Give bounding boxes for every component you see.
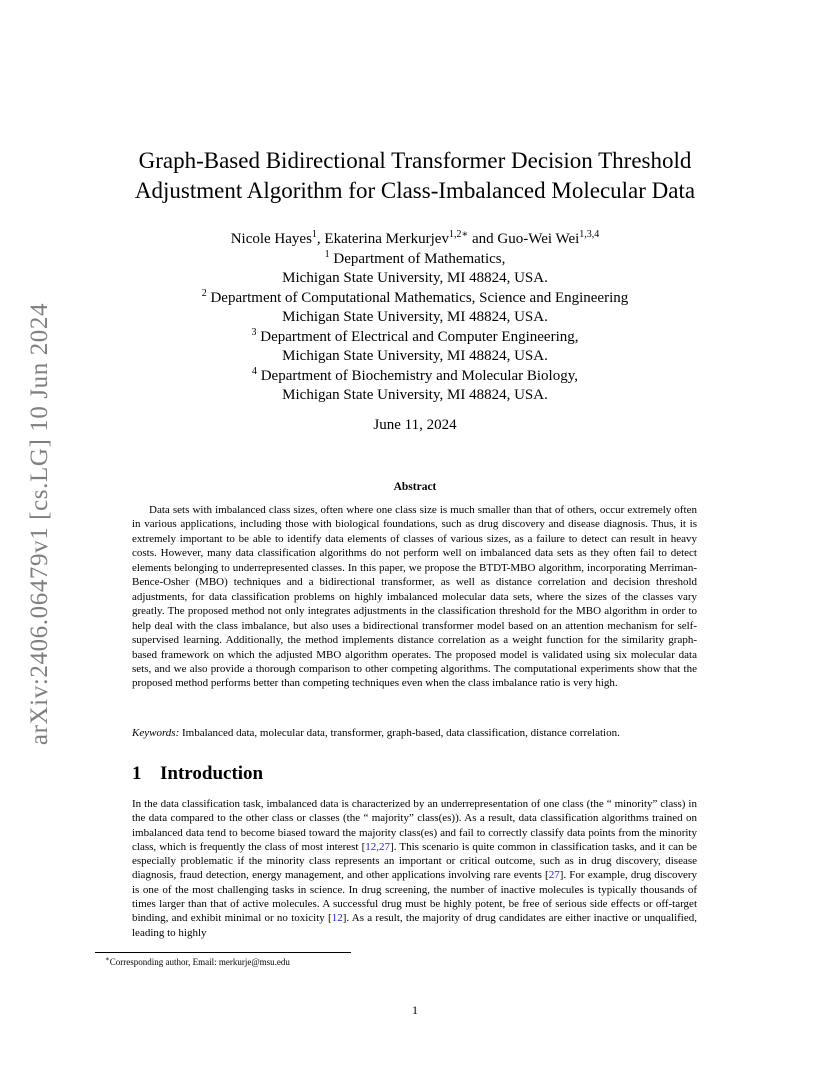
citation-link[interactable]: 12,27 <box>365 840 391 853</box>
author-separator: and <box>468 231 498 247</box>
page-number: 1 <box>412 1003 418 1017</box>
footnote-mark: ∗ <box>105 955 110 963</box>
intro-paragraph <box>132 797 697 940</box>
affiliation-place: Michigan State University, MI 48824, USA. <box>282 348 548 364</box>
author-name: Nicole Hayes <box>230 231 312 247</box>
intro-text: ]. For example, drug discovery is one of the most challenging tasks in science. In drug screening, the number of inactive molecules is typically thousands of times larger than that of active molecules. A successful drug must be highly potent, be free of serious side effects or off-target binding, and exhibit minimal or no toxicity [ <box>132 869 697 925</box>
footnote-text: Corresponding author, Email: merkurje@msu.edu <box>109 957 290 967</box>
author-affiliation-mark: 1,3,4 <box>579 229 600 240</box>
arxiv-identifier-text: arXiv:2406.06479v1 [cs.LG] 10 Jun 2024 <box>26 302 54 746</box>
affiliation-place: Michigan State University, MI 48824, USA. <box>282 309 548 325</box>
affiliation-mark: 1 <box>324 248 330 260</box>
affiliation-department-text: Department of Mathematics, <box>333 250 506 267</box>
intro-text: ]. As a result, the majority of drug candidates are either inactive or unqualified, leading to highly <box>132 912 697 939</box>
abstract-text: Data sets with imbalanced class sizes, often where one class size is much smaller than that of others, occur extremely often in various applications, including those with biological foundations, such as drug discovery and disease diagnosis. Thus, it is extremely important to be able to identify data elements of classes of various sizes, as a failure to detect can result in heavy costs. However, many data classification algorithms do not perform well on imbalanced data sets as they often fail to detect elements belonging to underrepresented classes. In this paper, we propose the BTDT-MBO algorithm, incorporating Merriman-Bence-Osher (MBO) techniques and a bidirectional transformer, as well as distance correlation and decision threshold adjustments, for data classification problems on highly imbalanced molecular data sets, where the sizes of the classes vary greatly. The proposed method not only integrates adjustments in the classification threshold for the MBO algorithm in order to help deal with the class imbalance, but also uses a bidirectional transformer model based on an attention mechanism for self-supervised learning. Additionally, the method implements distance correlation as a weight function for the similarity graph-based framework on which the adjusted MBO algorithm operates. The proposed model is validated using six molecular data sets, and we also provide a thorough comparison to other competing algorithms. The computational experiments show that the proposed method performs better than competing techniques even when the class imbalance ratio is very high. <box>132 504 697 690</box>
affiliation-mark: 4 <box>251 365 257 377</box>
affiliation-mark: 3 <box>251 326 257 338</box>
footnote <box>105 956 290 968</box>
author-name: Ekaterina Merkurjev <box>324 231 449 247</box>
title-line: Graph-Based Bidirectional Transformer Decision Threshold <box>138 148 692 173</box>
author-separator: , <box>316 231 325 247</box>
affiliation-department-text: Department of Computational Mathematics, Science and Engineering <box>210 289 629 306</box>
arxiv-identifier <box>20 288 60 760</box>
title-line: Adjustment Algorithm for Class-Imbalanced Molecular Data <box>134 178 696 203</box>
publication-date: June 11, 2024 <box>373 417 457 433</box>
affiliation-department <box>95 250 735 270</box>
affiliation-department <box>95 367 735 387</box>
paper-title <box>95 146 735 206</box>
keywords <box>132 726 712 740</box>
affiliation-department <box>95 289 735 309</box>
section-title: Introduction <box>160 763 264 784</box>
affiliation-place: Michigan State University, MI 48824, USA. <box>282 270 548 286</box>
affiliation-department-text: Department of Biochemistry and Molecular Biology, <box>260 367 579 384</box>
author-block <box>95 230 735 406</box>
citation-link[interactable]: 12 <box>331 912 343 925</box>
author-affiliation-mark: 1 <box>311 229 317 240</box>
affiliation-department <box>95 328 735 348</box>
affiliation-department-text: Department of Electrical and Computer Engineering, <box>260 328 579 345</box>
affiliation-mark: 2 <box>201 287 207 299</box>
author-name: Guo-Wei Wei <box>497 231 580 247</box>
section-heading <box>132 763 263 785</box>
keywords-text: Imbalanced data, molecular data, transformer, graph-based, data classification, distance correlation. <box>182 727 620 739</box>
affiliation-place: Michigan State University, MI 48824, USA. <box>282 387 548 403</box>
intro-text: In the data classification task, imbalanced data is characterized by an underrepresentation of one class (the “ minority” class) in the data compared to the other class or classes (the “ majority” class(es)). As a result, data classification algorithms trained on imbalanced data tend to become biased toward the majority class(es) and fail to correctly classify data points from the minority class, which is frequently the class of most interest [ <box>132 798 697 853</box>
author-line <box>95 230 735 250</box>
section-number: 1 <box>132 763 142 784</box>
footnote-divider <box>95 952 351 953</box>
intro-text: ]. This scenario is quite common in classification tasks, and it can be especially problematic if the minority class represents an important or critical outcome, such as in drug discovery, disease diagnosis, fraud detection, energy management, and other applications involving rare events [ <box>132 840 697 882</box>
keywords-label: Keywords: <box>132 727 180 739</box>
author-affiliation-mark: 1,2∗ <box>448 229 469 240</box>
citation-link[interactable]: 27 <box>548 869 560 882</box>
abstract-heading: Abstract <box>393 481 437 493</box>
